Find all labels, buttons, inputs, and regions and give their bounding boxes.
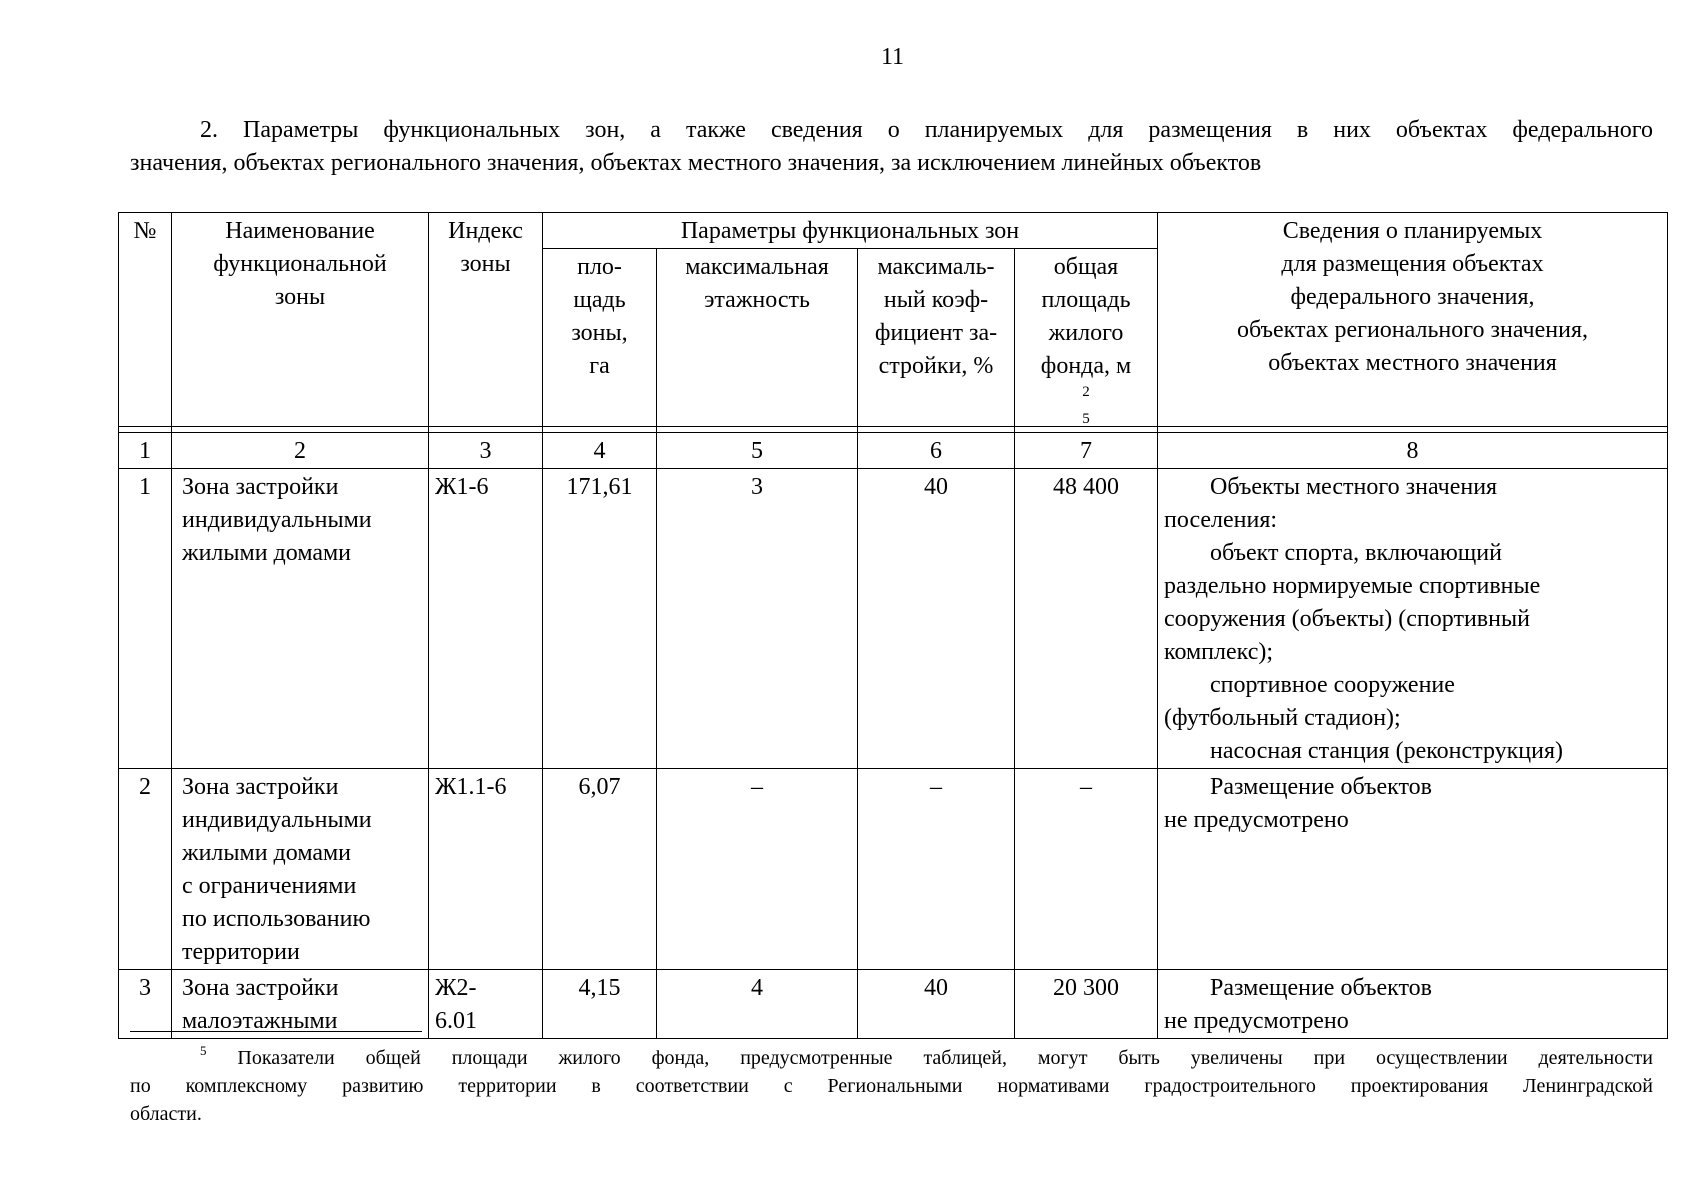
row-housing-area: – (1015, 769, 1158, 970)
row-planned-objects (1158, 769, 1668, 970)
footnote-mark: 5 (200, 1043, 207, 1058)
planned-objects-line: Размещение объектов (1210, 774, 1432, 800)
text-line: объектах местного значения (1268, 350, 1557, 376)
row-housing-area: 20 300 (1015, 970, 1158, 1039)
text-line: жилыми домами (182, 540, 352, 566)
text-line: фонда, м (1040, 353, 1132, 379)
text-line: пло- (577, 254, 622, 280)
text-line: общая (1053, 254, 1119, 280)
table-row (119, 469, 1668, 769)
text-line: зоны, (571, 320, 628, 346)
row-zone-index (429, 769, 543, 970)
text-line: максималь- (877, 254, 995, 280)
text-line: Ж1-6 (435, 474, 489, 500)
text-line: жилыми домами (182, 840, 352, 866)
text-line: Наименование (225, 218, 375, 244)
column-numbers-row (119, 433, 1668, 469)
planned-objects-line: раздельно нормируемые спортивные (1164, 573, 1541, 599)
planned-objects-line: Размещение объектов (1210, 975, 1432, 1001)
text-line: зоны (274, 284, 326, 310)
column-number: 5 (657, 433, 858, 469)
header-housing (1015, 249, 1158, 427)
text-line: функциональной (213, 251, 387, 277)
text-line: Сведения о планируемых (1282, 218, 1543, 244)
section-heading (130, 114, 1653, 180)
text-line: максимальная (685, 254, 829, 280)
planned-objects-line: сооружения (объекты) (спортивный (1164, 606, 1530, 632)
row-max-floors: 3 (657, 469, 858, 769)
row-area: 4,15 (543, 970, 657, 1039)
row-zone-index (429, 970, 543, 1039)
row-zone-index (429, 469, 543, 769)
text-line: жилого (1048, 320, 1124, 346)
row-area: 6,07 (543, 769, 657, 970)
footnote-line-3: области. (130, 1103, 202, 1125)
text-line: по использованию (182, 906, 371, 932)
footnote-text-1: Показатели общей площади жилого фонда, предусмотренные таблицей, могут быть увеличены при осуществлении деятельности (237, 1047, 1654, 1069)
table-row (119, 769, 1668, 970)
planned-objects-line: не предусмотрено (1164, 807, 1349, 833)
text-line: территории (182, 939, 300, 965)
text-line: фициент за- (874, 320, 998, 346)
header-housing-text (1021, 251, 1151, 383)
text-line: щадь (573, 287, 626, 313)
column-number: 7 (1015, 433, 1158, 469)
row-coverage-coef: 40 (858, 970, 1015, 1039)
planned-objects-line: не предусмотрено (1164, 1008, 1349, 1034)
text-line: этажность (704, 287, 810, 313)
row-no: 2 (119, 769, 172, 970)
text-line: Зона застройки (182, 474, 339, 500)
row-no: 1 (119, 469, 172, 769)
header-no: № (119, 213, 172, 427)
text-line: объектах регионального значения, (1237, 317, 1588, 343)
text-line: площадь (1041, 287, 1131, 313)
text-line: Индекс (448, 218, 523, 244)
header-row-1 (119, 213, 1668, 249)
housing-unit-superscript: 2 (1082, 384, 1090, 400)
footnote-line-1 (130, 1044, 1653, 1072)
planned-objects-line: объект спорта, включающий (1210, 540, 1502, 566)
header-info (1158, 213, 1668, 427)
planned-objects-line: насосная станция (реконструкция) (1210, 738, 1564, 764)
planned-objects-line: спортивное сооружение (1210, 672, 1455, 698)
row-planned-objects (1158, 970, 1668, 1039)
column-number: 8 (1158, 433, 1668, 469)
text-line: федерального значения, (1290, 284, 1535, 310)
row-area: 171,61 (543, 469, 657, 769)
row-no: 3 (119, 970, 172, 1039)
text-line: Ж2- (435, 975, 477, 1001)
header-name (172, 213, 429, 427)
text-line: Зона застройки (182, 774, 339, 800)
footnote-rule (130, 1031, 422, 1032)
row-zone-name (172, 769, 429, 970)
row-coverage-coef: 40 (858, 469, 1015, 769)
planned-objects-line: комплекс); (1164, 639, 1274, 665)
text-line: га (589, 353, 610, 379)
table-row (119, 970, 1668, 1039)
text-line: малоэтажными (182, 1008, 338, 1034)
header-index (429, 213, 543, 427)
text-line: 6.01 (435, 1008, 477, 1034)
heading-line-1: 2. Параметры функциональных зон, а также сведения о планируемых для размещения в них объектах федерального (200, 117, 1653, 143)
text-line: индивидуальными (182, 807, 372, 833)
column-number: 4 (543, 433, 657, 469)
footnote (130, 1044, 1653, 1128)
row-zone-name (172, 469, 429, 769)
header-area (543, 249, 657, 427)
column-number: 3 (429, 433, 543, 469)
page-number: 11 (880, 44, 905, 70)
text-line: с ограничениями (182, 873, 357, 899)
row-coverage-coef: – (858, 769, 1015, 970)
row-max-floors: – (657, 769, 858, 970)
text-line: для размещения объектах (1281, 251, 1544, 277)
planned-objects-line: Объекты местного значения (1210, 474, 1498, 500)
row-housing-area: 48 400 (1015, 469, 1158, 769)
column-number: 2 (172, 433, 429, 469)
header-coef (858, 249, 1015, 427)
text-line: зоны (460, 251, 511, 277)
heading-line-2: значения, объектах регионального значения, объектах местного значения, за исключением линейных объектов (130, 150, 1262, 176)
text-line: Ж1.1-6 (435, 774, 507, 800)
column-number: 6 (858, 433, 1015, 469)
zones-table (118, 212, 1668, 1039)
footnote-line-2: по комплексному развитию территории в соответствии с Региональными нормативами градостроительного проектирования Ленинградской (130, 1075, 1653, 1097)
planned-objects-line: поселения: (1164, 507, 1278, 533)
planned-objects-line: (футбольный стадион); (1164, 705, 1401, 731)
text-line: стройки, % (878, 353, 994, 379)
text-line: Зона застройки (182, 975, 339, 1001)
row-planned-objects (1158, 469, 1668, 769)
row-zone-name (172, 970, 429, 1039)
footnote-reference-5: 5 (1082, 411, 1090, 427)
header-params-group: Параметры функциональных зон (543, 213, 1158, 249)
header-floors (657, 249, 858, 427)
text-line: индивидуальными (182, 507, 372, 533)
row-max-floors: 4 (657, 970, 858, 1039)
column-number: 1 (119, 433, 172, 469)
text-line: ный коэф- (883, 287, 989, 313)
